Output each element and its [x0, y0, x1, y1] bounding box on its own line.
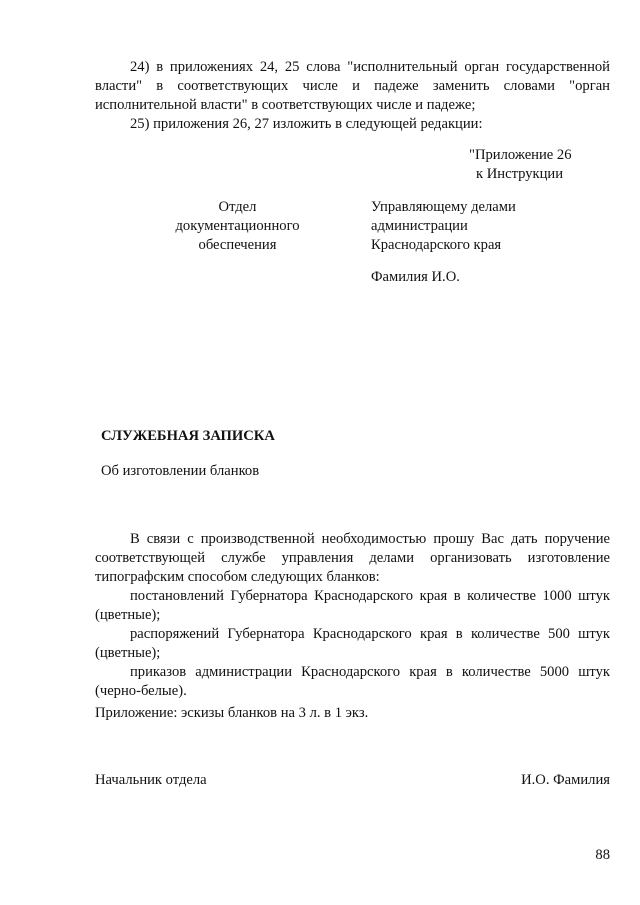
sender-block — [150, 198, 325, 255]
amendment-item-25: 25) приложения 26, 27 изложить в следующей редакции: — [130, 116, 483, 132]
sender-line2: документационного — [175, 218, 300, 234]
signature-position: Начальник отдела — [95, 772, 207, 788]
signature-name: И.О. Фамилия — [521, 772, 610, 788]
recipient-line1: Управляющему делами — [371, 199, 516, 215]
appendix-ref-line1: "Приложение 26 — [469, 147, 572, 163]
memo-item-3: приказов администрации Краснодарского края в количестве 5000 штук (черно-белые). — [95, 664, 610, 699]
recipient-name: Фамилия И.О. — [371, 269, 460, 285]
memo-item-2: распоряжений Губернатора Краснодарского края в количестве 500 штук (цветные); — [95, 626, 610, 661]
sender-line1: Отдел — [218, 199, 257, 215]
recipient-block — [371, 198, 516, 255]
sender-line3: обеспечения — [198, 237, 277, 253]
memo-body — [95, 530, 610, 701]
amendment-item-24: 24) в приложениях 24, 25 слова "исполнительный орган государственной власти" в соответствующих числе и падеже заменить словами "орган исполнительной власти" в соответствующих числе и падеже; — [95, 59, 610, 113]
memo-item-1: постановлений Губернатора Краснодарского края в количестве 1000 штук (цветные); — [95, 588, 610, 623]
memo-subject: Об изготовлении бланков — [101, 463, 260, 479]
recipient-line3: Краснодарского края — [371, 237, 502, 253]
recipient-line2: администрации — [371, 218, 468, 234]
memo-intro-paragraph: В связи с производственной необходимостью прошу Вас дать поручение соответствующей службе управления делами организовать изготовление типографским способом следующих бланков: — [95, 531, 610, 585]
amendments-block — [95, 58, 610, 134]
memo-attachment: Приложение: эскизы бланков на 3 л. в 1 экз. — [95, 705, 369, 721]
appendix-ref-line2: к Инструкции — [476, 166, 564, 182]
page-number: 88 — [595, 847, 610, 863]
memo-title: СЛУЖЕБНАЯ ЗАПИСКА — [101, 428, 275, 444]
